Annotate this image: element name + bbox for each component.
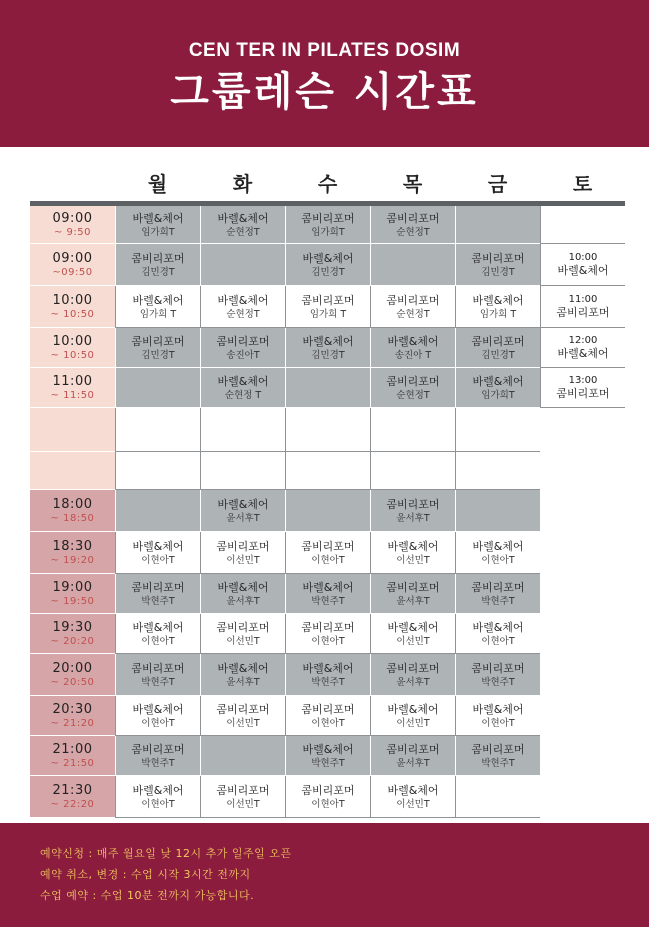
class-name: 바렐&체어 (472, 620, 524, 634)
class-name: 콤비리포머 (471, 334, 525, 348)
class-cell (455, 776, 540, 818)
class-cell (285, 654, 370, 696)
class-cell (115, 736, 200, 776)
start-time: 10:00 (52, 333, 93, 349)
class-cell (115, 776, 200, 818)
time-cell (30, 574, 115, 614)
class-name: 콤비리포머 (386, 293, 440, 307)
class-cell (455, 328, 540, 368)
time-cell (30, 286, 115, 328)
table-row (30, 614, 625, 654)
teacher-name: 김민경T (481, 349, 515, 361)
saturday-class: 콤비리포머 (556, 306, 610, 319)
class-name: 바렐&체어 (302, 251, 354, 265)
class-cell (115, 574, 200, 614)
class-name: 바렐&체어 (387, 334, 439, 348)
class-name: 콤비리포머 (301, 539, 355, 553)
class-name: 바렐&체어 (132, 293, 184, 307)
class-name: 바렐&체어 (217, 661, 269, 675)
class-cell (370, 244, 455, 286)
class-cell (200, 776, 285, 818)
teacher-name: 이선민T (396, 635, 430, 647)
class-cell (200, 532, 285, 574)
class-cell (115, 654, 200, 696)
class-cell (285, 532, 370, 574)
class-name: 콤비리포머 (301, 702, 355, 716)
class-cell (455, 206, 540, 244)
teacher-name: 박현주T (141, 676, 175, 688)
saturday-cell (540, 328, 625, 368)
class-cell (370, 490, 455, 532)
class-cell (285, 696, 370, 736)
class-name: 바렐&체어 (217, 497, 269, 511)
end-time: ~ 18:50 (50, 512, 95, 524)
time-cell (30, 328, 115, 368)
teacher-name: 이현아T (141, 554, 175, 566)
class-name: 콤비리포머 (471, 661, 525, 675)
class-cell (285, 490, 370, 532)
class-cell (285, 574, 370, 614)
class-cell (285, 776, 370, 818)
teacher-name: 임가희 T (139, 308, 177, 320)
saturday-time: 12:00 (568, 335, 598, 346)
start-time: 10:00 (52, 292, 93, 308)
teacher-name: 윤서후T (396, 757, 430, 769)
class-cell (115, 328, 200, 368)
class-name: 바렐&체어 (217, 293, 269, 307)
saturday-cell (540, 206, 625, 244)
start-time: 11:00 (52, 373, 93, 389)
class-name: 바렐&체어 (132, 620, 184, 634)
class-cell (200, 614, 285, 654)
table-row (30, 696, 625, 736)
teacher-name: 김민경T (141, 266, 175, 278)
class-cell (285, 614, 370, 654)
saturday-class: 바렐&체어 (557, 347, 609, 360)
teacher-name: 이선민T (226, 554, 260, 566)
table-row (30, 490, 625, 532)
class-cell (455, 244, 540, 286)
teacher-name: 이선민T (226, 635, 260, 647)
class-name: 콤비리포머 (386, 497, 440, 511)
class-cell (455, 286, 540, 328)
class-name: 바렐&체어 (302, 742, 354, 756)
start-time: 09:00 (52, 250, 93, 266)
start-time: 09:00 (52, 210, 93, 226)
teacher-name: 박현주T (141, 757, 175, 769)
teacher-name: 박현주T (141, 595, 175, 607)
teacher-name: 이선민T (226, 717, 260, 729)
class-cell (455, 614, 540, 654)
header-banner (0, 0, 649, 147)
note-reserve: 수업 예약 : 수업 10분 전까지 가능합니다. (40, 889, 255, 902)
time-cell (30, 368, 115, 408)
class-name: 콤비리포머 (216, 539, 270, 553)
class-name: 콤비리포머 (471, 251, 525, 265)
class-cell (370, 328, 455, 368)
teacher-name: 이선민T (396, 717, 430, 729)
end-time: ~ 21:20 (50, 717, 95, 729)
class-cell (115, 206, 200, 244)
class-name: 콤비리포머 (301, 620, 355, 634)
class-cell (285, 206, 370, 244)
teacher-name: 이현아T (481, 635, 515, 647)
class-name: 바렐&체어 (132, 783, 184, 797)
teacher-name: 박현주T (481, 757, 515, 769)
class-name: 바렐&체어 (387, 702, 439, 716)
teacher-name: 임가희 T (479, 308, 517, 320)
teacher-name: 순현정T (396, 226, 430, 238)
class-cell (455, 574, 540, 614)
class-cell (285, 286, 370, 328)
reservation-notes (40, 843, 291, 906)
table-row (30, 452, 625, 490)
class-name: 바렐&체어 (302, 580, 354, 594)
table-row (30, 328, 625, 368)
teacher-name: 김민경T (311, 349, 345, 361)
class-cell (115, 490, 200, 532)
class-cell (115, 286, 200, 328)
class-name: 콤비리포머 (131, 661, 185, 675)
class-name: 바렐&체어 (387, 539, 439, 553)
teacher-name: 순현정T (396, 389, 430, 401)
saturday-time: 11:00 (568, 294, 598, 305)
class-name: 바렐&체어 (387, 620, 439, 634)
class-cell (370, 614, 455, 654)
end-time: ~ 22:20 (50, 798, 95, 810)
teacher-name: 순현정T (396, 308, 430, 320)
teacher-name: 순현정T (226, 226, 260, 238)
class-cell (285, 328, 370, 368)
start-time: 19:30 (52, 619, 93, 635)
class-name: 바렐&체어 (132, 539, 184, 553)
class-cell (370, 736, 455, 776)
time-cell (30, 490, 115, 532)
class-cell (370, 408, 455, 452)
class-cell (115, 532, 200, 574)
class-cell (285, 452, 370, 490)
time-cell (30, 244, 115, 286)
end-time: ~ 21:50 (50, 757, 95, 769)
table-row (30, 654, 625, 696)
table-row (30, 244, 625, 286)
time-cell (30, 776, 115, 818)
time-cell (30, 654, 115, 696)
class-cell (370, 532, 455, 574)
start-time: 21:30 (52, 782, 93, 798)
class-name: 바렐&체어 (132, 702, 184, 716)
teacher-name: 박현주T (311, 595, 345, 607)
class-cell (370, 776, 455, 818)
start-time: 21:00 (52, 741, 93, 757)
time-cell (30, 696, 115, 736)
class-cell (200, 696, 285, 736)
class-name: 바렐&체어 (217, 374, 269, 388)
saturday-class: 바렐&체어 (557, 264, 609, 277)
class-name: 콤비리포머 (301, 293, 355, 307)
start-time: 18:30 (52, 538, 93, 554)
table-row (30, 776, 625, 818)
class-cell (200, 206, 285, 244)
start-time: 20:30 (52, 701, 93, 717)
class-cell (455, 532, 540, 574)
end-time: ~ 20:20 (50, 635, 95, 647)
class-name: 콤비리포머 (131, 251, 185, 265)
class-name: 콤비리포머 (216, 702, 270, 716)
teacher-name: 이현아T (141, 798, 175, 810)
class-cell (370, 452, 455, 490)
end-time: ~ 9:50 (53, 226, 91, 238)
class-cell (115, 696, 200, 736)
class-cell (200, 736, 285, 776)
class-name: 콤비리포머 (216, 334, 270, 348)
class-cell (370, 696, 455, 736)
class-cell (200, 574, 285, 614)
class-cell (285, 244, 370, 286)
time-cell (30, 532, 115, 574)
end-time: ~ 19:50 (50, 595, 95, 607)
class-cell (200, 452, 285, 490)
day-mon: 월 (147, 172, 168, 196)
end-time: ~ 19:20 (50, 554, 95, 566)
class-cell (285, 736, 370, 776)
class-cell (455, 654, 540, 696)
table-row (30, 736, 625, 776)
class-cell (285, 408, 370, 452)
teacher-name: 윤서후T (396, 595, 430, 607)
class-cell (455, 368, 540, 408)
teacher-name: 이현아T (311, 717, 345, 729)
time-cell (30, 736, 115, 776)
class-name: 콤비리포머 (216, 620, 270, 634)
class-name: 바렐&체어 (302, 334, 354, 348)
class-name: 콤비리포머 (131, 334, 185, 348)
class-name: 콤비리포머 (301, 783, 355, 797)
teacher-name: 김민경T (141, 349, 175, 361)
time-cell (30, 408, 115, 452)
teacher-name: 이현아T (481, 554, 515, 566)
time-cell (30, 206, 115, 244)
teacher-name: 임가희T (141, 226, 175, 238)
class-name: 콤비리포머 (386, 742, 440, 756)
day-sat: 토 (572, 172, 593, 196)
day-fri: 금 (487, 172, 508, 196)
table-row (30, 532, 625, 574)
teacher-name: 이현아T (311, 798, 345, 810)
class-name: 콤비리포머 (471, 742, 525, 756)
teacher-name: 순현정 T (224, 389, 262, 401)
table-row (30, 408, 625, 452)
class-name: 콤비리포머 (386, 374, 440, 388)
table-row (30, 286, 625, 328)
class-name: 바렐&체어 (302, 661, 354, 675)
teacher-name: 이선민T (226, 798, 260, 810)
class-cell (455, 408, 540, 452)
start-time: 20:00 (52, 660, 93, 676)
start-time: 19:00 (52, 579, 93, 595)
class-cell (115, 408, 200, 452)
class-name: 바렐&체어 (217, 211, 269, 225)
table-row (30, 206, 625, 244)
class-cell (200, 286, 285, 328)
time-cell (30, 452, 115, 490)
saturday-cell (540, 368, 625, 408)
class-name: 콤비리포머 (386, 211, 440, 225)
studio-name: CEN TER IN PILATES DOSIM (188, 40, 461, 61)
teacher-name: 이현아T (141, 635, 175, 647)
saturday-cell (540, 244, 625, 286)
class-name: 바렐&체어 (472, 702, 524, 716)
class-cell (200, 368, 285, 408)
saturday-time: 10:00 (568, 252, 598, 263)
teacher-name: 임가희 T (309, 308, 347, 320)
teacher-name: 윤서후T (226, 595, 260, 607)
day-thu: 목 (402, 172, 423, 196)
class-cell (200, 408, 285, 452)
table-row (30, 368, 625, 408)
end-time: ~09:50 (52, 266, 93, 278)
teacher-name: 이현아T (481, 717, 515, 729)
teacher-name: 윤서후T (226, 512, 260, 524)
teacher-name: 박현주T (311, 676, 345, 688)
teacher-name: 박현주T (481, 595, 515, 607)
teacher-name: 이선민T (396, 554, 430, 566)
class-cell (200, 244, 285, 286)
teacher-name: 임가희T (481, 389, 515, 401)
class-name: 바렐&체어 (217, 580, 269, 594)
class-cell (370, 574, 455, 614)
class-cell (455, 452, 540, 490)
class-cell (285, 368, 370, 408)
class-cell (115, 244, 200, 286)
class-cell (455, 490, 540, 532)
table-row (30, 574, 625, 614)
page-title: 그룹레슨 시간표 (170, 69, 479, 115)
teacher-name: 순현정T (226, 308, 260, 320)
class-name: 콤비리포머 (301, 211, 355, 225)
end-time: ~ 11:50 (50, 389, 95, 401)
class-cell (200, 328, 285, 368)
class-cell (115, 614, 200, 654)
day-header-row (115, 168, 625, 198)
teacher-name: 윤서후T (396, 512, 430, 524)
teacher-name: 박현주T (481, 676, 515, 688)
end-time: ~ 20:50 (50, 676, 95, 688)
class-name: 바렐&체어 (472, 539, 524, 553)
class-name: 바렐&체어 (472, 374, 524, 388)
class-cell (455, 736, 540, 776)
teacher-name: 김민경T (481, 266, 515, 278)
class-name: 콤비리포머 (131, 742, 185, 756)
teacher-name: 송진아 T (394, 349, 432, 361)
class-name: 콤비리포머 (471, 580, 525, 594)
note-booking: 예약신청 : 매주 월요일 낮 12시 추가 일주일 오픈 (40, 847, 292, 860)
end-time: ~ 10:50 (50, 308, 95, 320)
saturday-time: 13:00 (568, 375, 598, 386)
day-wed: 수 (317, 172, 338, 196)
class-name: 콤비리포머 (131, 580, 185, 594)
class-cell (370, 286, 455, 328)
class-name: 바렐&체어 (387, 783, 439, 797)
teacher-name: 박현주T (311, 757, 345, 769)
class-cell (200, 654, 285, 696)
start-time: 18:00 (52, 496, 93, 512)
teacher-name: 송진아T (226, 349, 260, 361)
class-cell (370, 654, 455, 696)
teacher-name: 이현아T (141, 717, 175, 729)
time-cell (30, 614, 115, 654)
class-name: 바렐&체어 (132, 211, 184, 225)
class-cell (200, 490, 285, 532)
class-cell (455, 696, 540, 736)
teacher-name: 임가희T (311, 226, 345, 238)
saturday-cell (540, 286, 625, 328)
class-name: 바렐&체어 (472, 293, 524, 307)
class-cell (115, 368, 200, 408)
note-cancel: 예약 취소, 변경 : 수업 시작 3시간 전까지 (40, 868, 251, 881)
teacher-name: 김민경T (311, 266, 345, 278)
teacher-name: 이현아T (311, 554, 345, 566)
class-name: 콤비리포머 (386, 661, 440, 675)
class-cell (370, 368, 455, 408)
class-name: 콤비리포머 (386, 580, 440, 594)
class-cell (370, 206, 455, 244)
teacher-name: 이선민T (396, 798, 430, 810)
day-tue: 화 (232, 172, 253, 196)
end-time: ~ 10:50 (50, 349, 95, 361)
teacher-name: 윤서후T (396, 676, 430, 688)
class-cell (115, 452, 200, 490)
teacher-name: 윤서후T (226, 676, 260, 688)
saturday-class: 콤비리포머 (556, 387, 610, 400)
teacher-name: 이현아T (311, 635, 345, 647)
class-name: 콤비리포머 (216, 783, 270, 797)
